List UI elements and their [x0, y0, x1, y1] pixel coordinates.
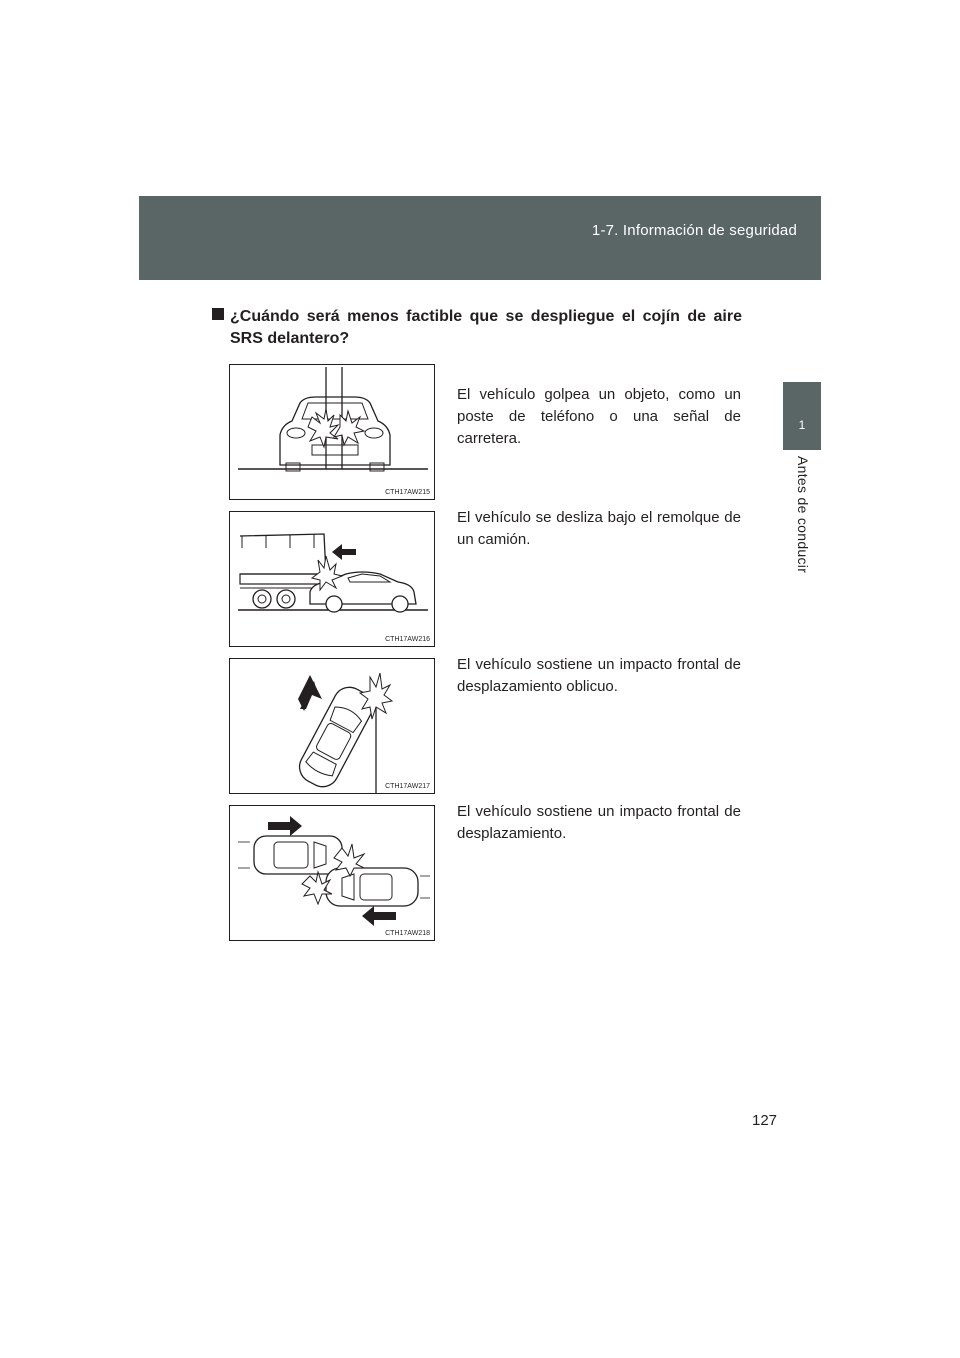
section-header: [139, 196, 821, 280]
offset-collision-icon: [230, 806, 434, 940]
underride-collision-icon: [230, 512, 434, 646]
chapter-tab: [783, 382, 821, 450]
pole-collision-illustration: [229, 364, 435, 500]
illustration-code: CTH17AW218: [385, 930, 430, 937]
item-description: El vehículo sostiene un impacto frontal de desplazamiento.: [457, 803, 741, 842]
illustration-code: CTH17AW217: [385, 783, 430, 790]
underride-collision-illustration: [229, 511, 435, 647]
item-description: El vehículo sostiene un impacto frontal de desplazamiento oblicuo.: [457, 656, 741, 695]
section-title: 1-7. Información de seguridad: [591, 222, 797, 239]
oblique-collision-illustration: [229, 658, 435, 794]
item-description: El vehículo golpea un objeto, como un poste de teléfono o una señal de carretera.: [457, 386, 741, 447]
question-heading: ¿Cuándo será menos factible que se despliegue el cojín de aire SRS delantero?: [230, 308, 742, 347]
item-description: El vehículo se desliza bajo el remolque de un camión.: [457, 509, 741, 548]
illustration-code: CTH17AW216: [385, 636, 430, 643]
oblique-collision-icon: [230, 659, 434, 793]
illustration-code: CTH17AW215: [385, 489, 430, 496]
page-number: 127: [752, 1112, 778, 1129]
chapter-label: Antes de conducir: [795, 456, 811, 574]
chapter-number: 1: [798, 418, 806, 432]
pole-collision-icon: [230, 365, 434, 499]
square-bullet-icon: [212, 308, 224, 320]
offset-collision-illustration: [229, 805, 435, 941]
